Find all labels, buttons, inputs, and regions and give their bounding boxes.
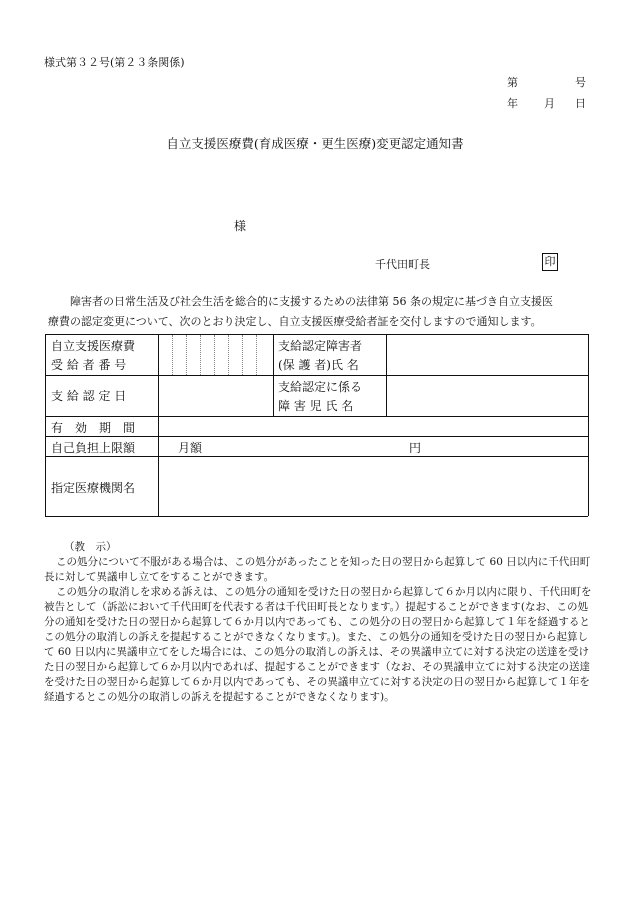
date-line [507,95,586,111]
child-name-label-1: 支給認定に係る [278,380,363,394]
date-month: 月 [544,97,555,110]
medical-institution-label: 指定医療機関名 [51,481,136,495]
table-row-divider [45,436,588,437]
table-column-divider [273,334,274,416]
certificate-table [45,334,588,516]
document-number-suffix: 号 [575,76,586,89]
table-border-left [45,334,46,516]
recipient-number-label-1: 自立支援医療費 [51,339,136,353]
digit-cell-divider [228,335,229,375]
instructions-paragraph: この処分の取消しを求める訴えは、この処分の通知を受けた日の翌日から起算して６か月以内に限り、千代田町を被告として（訴訟において千代田町を代表する者は千代田町長となります。）提起することができます(なお、この処分の通知を受けた日の翌日から起算して６か月以内であっても、この処分の日の翌日から起算して１年を経過するとこの処分の取消しの訴えを提起することができなくなります。)。また、この処分の通知を受けた日の翌日から起算して 60 日以内に異議申立てをした場合には、この処分の取消しの訴えは、その異議申立てに対する決定の送達を受けた日の翌日から起算して６か月以内であれば、提起することができます（なお、その異議申立てに対する決定の送達を受けた日の翌日から起算して６か月以内であっても、その異議申立てに対する決定の日の翌日から起算して１年を経過するとこの処分の取消しの訴えを提起することができなくなります)。 [44,586,592,703]
digit-cell-divider [242,335,243,375]
form-number: 様式第３２号(第２３条関係) [44,56,185,69]
table-border-right [588,334,589,516]
date-year: 年 [507,97,518,110]
copay-limit-monthly: 月額 [178,441,203,455]
date-day: 日 [575,97,586,110]
child-name-label-2: 障 害 児 氏 名 [278,399,354,413]
recipient-name-label-2: (保 護 者)氏 名 [278,358,359,372]
seal-mark: 印 [542,253,558,271]
decision-date-label: 支 給 認 定 日 [51,389,127,403]
digit-cell-divider [214,335,215,375]
recipient-name-label-1: 支給認定障害者 [278,339,363,353]
digit-cell-divider [172,335,173,375]
document-number-label: 第 [507,76,518,89]
copay-limit-label: 自己負担上限額 [51,441,136,455]
table-border-top [45,334,588,335]
validity-period-label: 有 効 期 間 [51,421,136,435]
notice-line-2: 療費の認定変更について、次のとおり決定し、自立支援医療受給者証を交付しますので通知します。 [48,315,542,328]
digit-cell-divider [186,335,187,375]
digit-cell-divider [200,335,201,375]
instructions-paragraph: この処分について不服がある場合は、この処分があったことを知った日の翌日から起算して 60 日以内に千代田町長に対して異議申し立てをすることができます。 [44,556,591,583]
notice-line-1: 障害者の日常生活及び社会生活を総合的に支援するための法律第 56 条の規定に基づき自立支援医 [70,295,553,308]
addressee-suffix: 様 [234,219,247,233]
page-title: 自立支援医療費(育成医療・更生医療)変更認定通知書 [166,136,464,151]
table-column-divider [158,334,159,516]
notice-body [48,292,593,332]
recipient-number-label-2: 受 給 者 番 号 [51,358,127,372]
table-row-divider [45,416,588,417]
digit-cell-divider [256,335,257,375]
table-row-divider [45,375,588,376]
issuer-name: 千代田町長 [375,258,430,271]
table-row-divider [45,456,588,457]
instructions-heading: （教 示） [64,541,117,553]
table-border-bottom [45,516,588,517]
table-column-divider [386,334,387,416]
copay-limit-unit: 円 [409,441,422,455]
instructions [44,540,594,705]
